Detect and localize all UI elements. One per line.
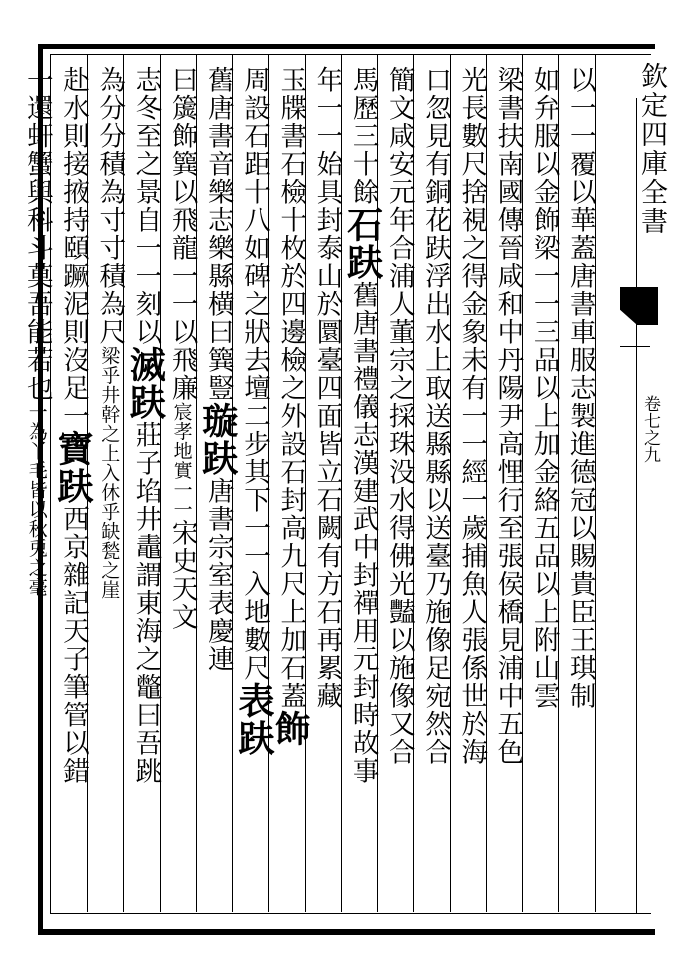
body-text: 莊子埳井鼃謂東海之鼈曰吾跳 [130, 421, 162, 785]
body-text: 舊唐書禮儀志漢建武中封禪用元封時故事 [347, 281, 379, 785]
entry-heading: 飾 [269, 710, 312, 748]
text-column [415, 66, 455, 906]
entry-heading: 表趺 [233, 682, 275, 757]
body-text: 志冬至之景自一一刻以 [130, 66, 162, 346]
body-text: 梁書扶南國傳晉咸和中丹陽尹高悝行至張侯橋見浦中五色 [492, 66, 524, 766]
entry-heading: 石趺 [341, 206, 384, 281]
text-column [560, 66, 600, 906]
text-column [234, 66, 274, 906]
entry-heading: 寶趺 [52, 430, 94, 505]
text-column [17, 66, 57, 906]
text-column [125, 66, 165, 906]
body-text: 周設石距十八如碑之狀去壇二步其下一一入地數尺 [239, 66, 270, 682]
folio-label: 卷七之九 [640, 395, 660, 463]
body-text: 年一一始具封泰山於圜臺四面皆立石闕有方石再累藏 [311, 66, 343, 710]
fish-tail-rule [620, 346, 650, 347]
entry-heading: 滅趺 [124, 346, 167, 421]
body-text: 光長數尺捨視之得金象未有一一經一歲捕魚人張係世於海 [456, 66, 488, 766]
text-column [524, 66, 564, 906]
body-text: 一還虷蟹與科斗莫吾能若也 [21, 66, 53, 402]
text-column [306, 66, 346, 906]
text-column [379, 66, 419, 906]
text-column [343, 66, 383, 906]
body-text: 曰簴飾簨以飛龍一一以飛廉 [166, 66, 198, 402]
annotation-text: 宸孝地實一一 [170, 402, 193, 519]
text-column [162, 66, 202, 906]
body-text: 馬歷三十餘 [347, 66, 379, 206]
text-column [451, 66, 491, 906]
text-column [487, 66, 527, 906]
entry-heading: 璇趺 [196, 402, 239, 477]
body-text: 簡文咸安元年合浦人董宗之採珠没水得佛光豔以施像又合 [383, 66, 415, 766]
body-text: 西京雜記天子筆管以錯 [58, 505, 89, 785]
body-text: 舊唐書音樂志樂縣横曰簨豎 [202, 66, 234, 402]
body-text: 為分分積為寸寸積為尺 [94, 66, 126, 346]
text-column [89, 66, 129, 906]
running-head: 欽定四庫全書 [636, 62, 667, 236]
body-text: 唐書宗室表慶連 [202, 477, 234, 673]
body-text: 赴水則接掖持頤蹶泥則沒足一 [58, 66, 89, 430]
text-column [53, 66, 93, 906]
annotation-text: 一為丫毛皆以秋兎之毫 [25, 402, 48, 597]
text-column [270, 66, 310, 906]
body-text: 玉牒書石檢十枚於四邊檢之外設石封高九尺上加石蓋 [275, 66, 307, 710]
body-text: 口忽見有銅花趺浮出水上取送縣縣以送臺乃施像足宛然合 [420, 66, 451, 766]
body-text: 如弁服以金飾梁一一三品以上加金絡五品以上附山雲 [528, 66, 560, 710]
body-text: 宋史天文 [166, 519, 198, 631]
text-column [198, 66, 238, 906]
body-text: 以一一覆以華蓋唐書車服志製進德冠以賜貴臣王琪制 [564, 66, 596, 710]
annotation-text: 梁乎井幹之上入休乎缺甃之崖 [98, 346, 121, 600]
